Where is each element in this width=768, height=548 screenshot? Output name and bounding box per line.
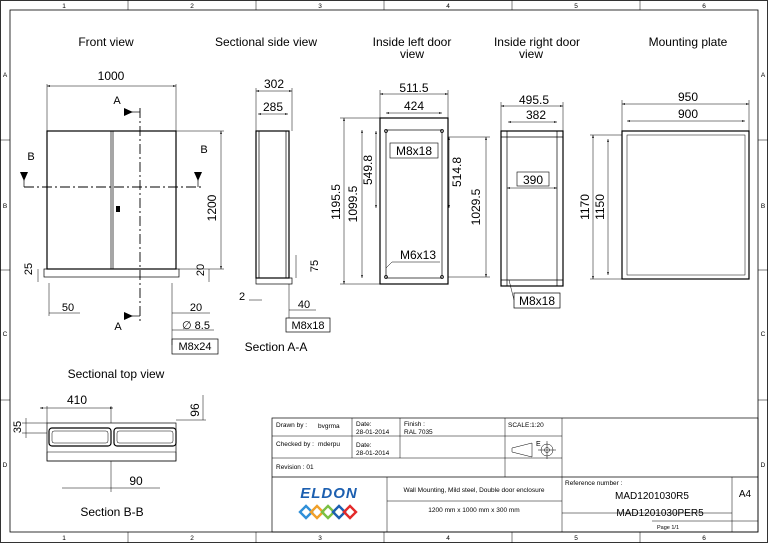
zone-col-1: 1 [62, 3, 66, 10]
page-number: Page 1/1 [656, 525, 680, 531]
cut-a-top-label: A [113, 95, 121, 107]
dim-ld-1099: 1099.5 [346, 185, 360, 223]
zone-col-4-bottom: 4 [446, 535, 450, 542]
dim-side-m8x18: M8x18 [291, 320, 325, 332]
zone-col-4: 4 [446, 3, 450, 10]
zone-col-2: 2 [190, 3, 194, 10]
top-view-title: Sectional top view [67, 367, 165, 381]
zone-col-1-bottom: 1 [62, 535, 66, 542]
dim-side-2: 2 [238, 291, 246, 303]
dim-front-20h: 20 [189, 302, 203, 314]
zone-col-6: 6 [702, 3, 706, 10]
dim-mp-900: 900 [677, 107, 699, 121]
projection-e-label: E [536, 441, 541, 448]
finish-label: Finish : [404, 421, 425, 428]
left-door-view [329, 81, 490, 284]
dim-ld-424: 424 [403, 99, 425, 113]
dim-ld-m6x13: M6x13 [399, 248, 437, 262]
front-view-title: Front view [78, 35, 134, 49]
dim-mp-1170: 1170 [578, 194, 592, 220]
left-door-title-2: view [399, 47, 425, 61]
dim-top-410: 410 [66, 393, 88, 407]
date-label-2: Date: [356, 442, 372, 449]
dim-rd-m8x18: M8x18 [518, 294, 556, 308]
right-door-title-1: Inside right door [493, 35, 581, 49]
drawn-by-label: Drawn by : [276, 422, 308, 429]
zone-row-b: B [2, 203, 8, 210]
revision-label: Revision : 01 [276, 464, 314, 471]
date-value-1: 28-01-2014 [356, 429, 390, 436]
zone-col-6-bottom: 6 [702, 535, 706, 542]
dim-top-90: 90 [129, 474, 143, 488]
cut-b-left-label: B [27, 151, 35, 163]
reference-label: Reference number : [565, 480, 623, 487]
size-description: 1200 mm x 1000 mm x 300 mm [428, 507, 520, 514]
top-view [12, 393, 206, 492]
dim-side-285: 285 [262, 100, 284, 114]
dim-front-m8x24: M8x24 [178, 341, 212, 353]
mounting-plate-view [578, 90, 749, 279]
dim-ld-m8x18: M8x18 [395, 144, 433, 158]
dim-mp-950: 950 [677, 90, 699, 104]
zone-row-d-right: D [760, 462, 766, 469]
plate-title: Mounting plate [648, 35, 728, 49]
zone-row-c: C [2, 331, 8, 338]
dim-ld-1195: 1195.5 [329, 184, 343, 220]
section-aa-title: Section A-A [244, 340, 308, 354]
finish-value: RAL 7035 [404, 429, 433, 436]
section-bb-title: Section B-B [80, 505, 144, 519]
front-view [20, 69, 224, 354]
dim-front-25: 25 [23, 262, 35, 276]
zone-col-2-bottom: 2 [190, 535, 194, 542]
zone-row-b-right: B [760, 203, 766, 210]
paper-size: A4 [738, 489, 752, 500]
checked-by-value: mderpu [318, 441, 341, 448]
checked-by-label: Checked by : [276, 441, 314, 448]
dim-side-302: 302 [263, 77, 285, 91]
reference-number-2: MAD1201030PER5 [616, 508, 704, 519]
title-block [272, 418, 758, 532]
dim-top-96: 96 [188, 403, 202, 417]
dim-rd-382: 382 [525, 108, 547, 122]
scale-value: SCALE:1:20 [508, 422, 544, 429]
left-door-title-1: Inside left door [372, 35, 452, 49]
side-view [239, 77, 330, 332]
right-door-view [501, 93, 563, 308]
right-door-title-2: view [518, 47, 544, 61]
drawn-by-value: bvgrma [318, 423, 340, 430]
dim-mp-1150: 1150 [593, 194, 607, 220]
dim-ld-514: 514.8 [450, 156, 464, 188]
dim-top-35: 35 [12, 420, 24, 434]
dim-front-diameter: ∅ 8.5 [182, 320, 210, 332]
dim-rd-495: 495.5 [518, 93, 550, 107]
projection-symbol [512, 441, 556, 459]
zone-col-3-bottom: 3 [318, 535, 322, 542]
dim-front-height: 1200 [205, 194, 219, 222]
brand-name: ELDON [300, 485, 358, 502]
date-value-2: 28-01-2014 [356, 450, 390, 457]
zone-row-a: A [2, 72, 8, 79]
dim-ld-511: 511.5 [399, 81, 429, 95]
side-view-title: Sectional side view [214, 35, 318, 49]
reference-number-1: MAD1201030R5 [615, 491, 689, 502]
cut-a-bottom-label: A [114, 321, 122, 333]
zone-col-3: 3 [318, 3, 322, 10]
eldon-logo [300, 485, 358, 518]
zone-row-d: D [2, 462, 8, 469]
dim-front-width: 1000 [97, 69, 125, 83]
date-label-1: Date: [356, 421, 372, 428]
cut-b-right-label: B [200, 144, 208, 156]
zone-row-c-right: C [760, 331, 766, 338]
dim-ld-549: 549.8 [361, 154, 375, 186]
zone-row-a-right: A [760, 72, 766, 79]
description: Wall Mounting, Mild steel, Double door enclosure [403, 487, 545, 494]
dim-side-40: 40 [297, 299, 311, 311]
zone-col-5-bottom: 5 [574, 535, 578, 542]
dim-rd-390: 390 [522, 173, 544, 187]
dim-front-20v: 20 [195, 263, 207, 277]
dim-ld-1029: 1029.5 [469, 188, 483, 226]
dim-front-50: 50 [61, 302, 75, 314]
zone-col-5: 5 [574, 3, 578, 10]
dim-side-75: 75 [309, 259, 321, 273]
